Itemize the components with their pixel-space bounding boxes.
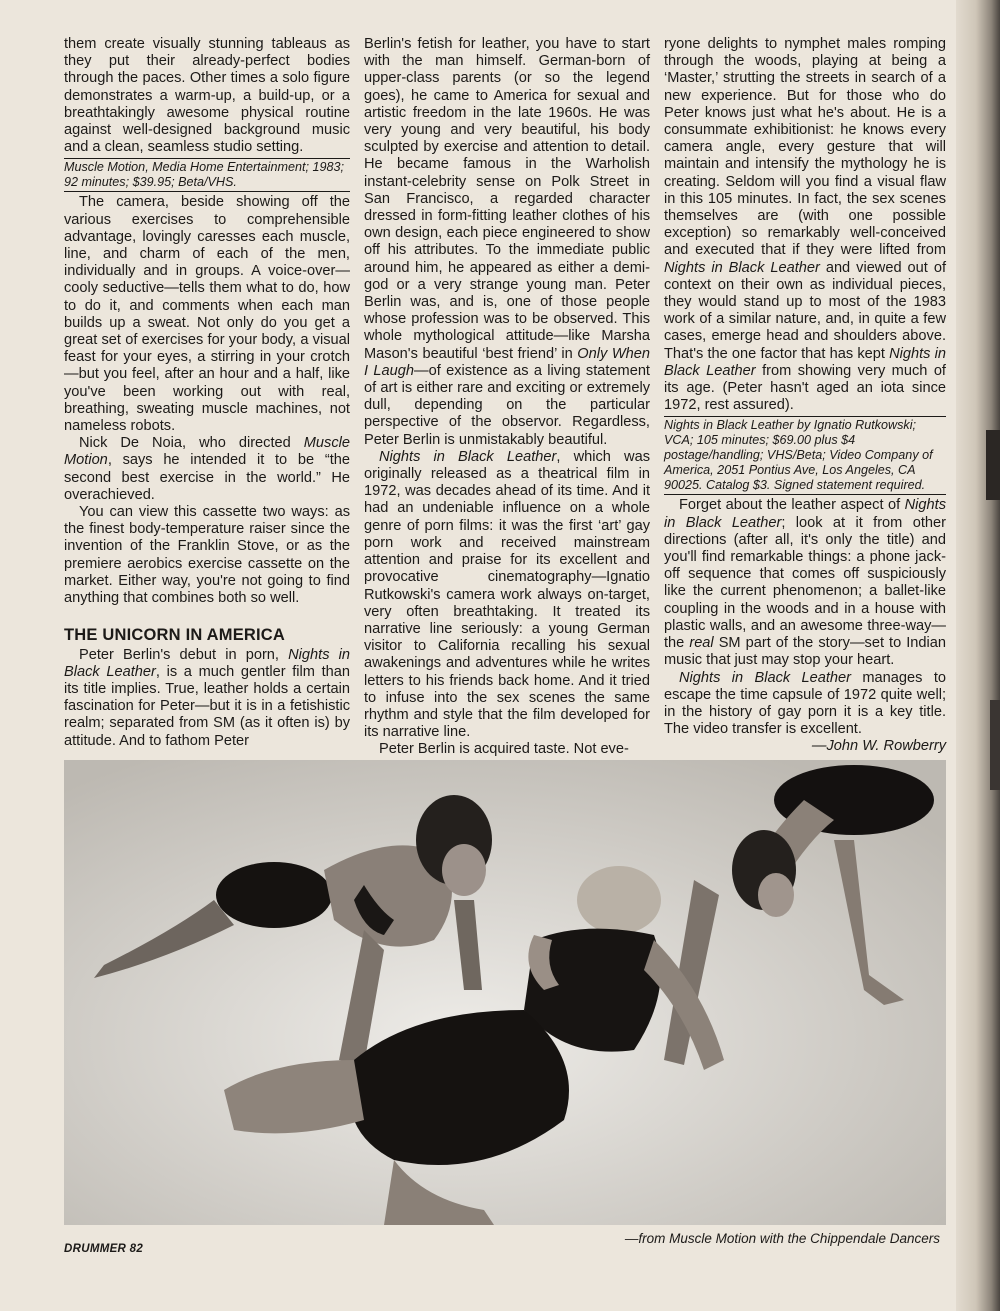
paragraph: Nights in Black Leather, which was originally released as a theatrical film in 1972, was decades ahead of its time. And it had an undeniable influence on a whole genre of porn films: it was the first ‘art’ gay porn work and received mainstream attention and praise for its excellent and provocative cinematography—Ignatio Rutkowski's camera work always on-target, very often breathtaking. It treated its narrative line seriously: a young German visitor to California recalling his sexual awakenings and adventures while he writes letters to his friends back home. And it tried to infuse into the sex scenes the same rhythm and style that the film developed for its narrative line. <box>364 448 650 741</box>
page-edge-shadow <box>956 0 1000 1311</box>
author-signature: —John W. Rowberry <box>811 738 946 755</box>
paragraph: Peter Berlin is acquired taste. Not eve- <box>379 741 629 758</box>
dancers-illustration <box>64 760 946 1225</box>
paragraph: Nights in Black Leather manages to escape the time capsule of 1972 quite well; in the history of gay porn it is a key title. The video transfer is excellent. <box>664 669 946 738</box>
paragraph: Peter Berlin's debut in porn, Nights in Black Leather, is a much gentler film than its title implies. True, leather holds a certain fascination for Peter—but it is in a fetishistic realm; separated from SM (as it often is) by attitude. And to fathom Peter <box>64 646 350 749</box>
paragraph: Berlin's fetish for leather, you have to start with the man himself. German-born of upper-class parents (or so the legend goes), he came to America for sexual and artistic freedom in the late 1960s. He was very young and very beautiful, his body sculpted by exercise and attention to detail. He became famous in the Warholish instant-celebrity sense on Polk Street in San Francisco, a regarded character dressed in form-fitting leather clothes of his own design, each piece engineered to show off his attributes. To the immediate public around him, he appeared as either a demi-god or a very strange young man. Peter Berlin was, and is, one of those people whose profession was to be observed. This whole mythological attitude—like Marsha Mason's beautiful ‘best friend’ in Only When I Laugh—of existence as a living statement of art is either rare and exciting or extremely dull, depending on the particular perspective of the observor. Regardless, Peter Berlin is unmistakably beautiful. <box>364 36 650 448</box>
review-credit: Nights in Black Leather by Ignatio Rutkowski; VCA; 105 minutes; $69.00 plus $4 postage/handling; VHS/Beta; Video Company of America, 2051 Pontius Ave, Los Angeles, CA 90025. Catalog $3. Signed statement required. <box>664 416 946 495</box>
column-1 <box>64 36 350 750</box>
paragraph: Forget about the leather aspect of Nights in Black Leather; look at it from other directions (after all, it's only the title) and you'll find remarkable things: a phone jack-off sequence that comes off suspiciously like the current phenomenon; a ballet-like coupling in the woods and in a house with plastic walls, and an awesome three-way—the real SM part of the story—set to Indian music that just may stop your heart. <box>664 497 947 669</box>
paragraph: The camera, beside showing off the various exercises to comprehensible advantage, lovingly caresses each muscle, line, and charm of each of the men, individually and in groups. A voice-over—cooly seductive—tells them what to do, how to do it, and comments when each man builds up a sweat. Not only do you get a great set of exercises for your body, a visual feast for your eyes, a stirring in your crotch—but you feel, after an hour and a half, like you've been working out with real, breathing, sweating muscle machines, not nameless robots. <box>64 194 350 435</box>
paragraph: them create visually stunning tableaus as they put their already-perfect bodies through the paces. Other times a solo figure demonstrates a warm-up, a build-up, or a breathtakingly awesome physical routine against well-designed background music and a clean, seamless studio setting. <box>64 36 350 156</box>
paragraph: ryone delights to nymphet males romping through the woods, playing at being a ‘Master,’ strutting the streets in search of a new experience. But for those who do Peter knows just what he's about. He is a consummate exhibitionist: he knows every camera angle, every gesture that will maintain and intensify the mythology he is creating. Seldom will you find a visual flaw in this 105 minutes. In fact, the sex scenes themselves are (with one possible exception) so remarkably well-conceived and executed that if they were lifted from Nights in Black Leather and viewed out of context on their own as individual pieces, they would stand up to most of the 1983 work of a similar nature, and, in quite a few cases, emerge head and shoulders above. That's the one factor that has kept Nights in Black Leather from showing very much of its age. (Peter hasn't aged an iota since 1972, rest assured). <box>664 36 946 414</box>
paragraph: You can view this cassette two ways: as the finest body-temperature raiser since the invention of the Franklin Stove, or as the premiere aerobics exercise cassette on the market. Either way, you're not going to find anything that combines both so well. <box>64 504 350 607</box>
page-edge-mark <box>986 430 1000 500</box>
dancers-photo <box>64 760 946 1225</box>
section-heading: THE UNICORN IN AMERICA <box>64 626 286 645</box>
column-2 <box>364 36 650 759</box>
column-3 <box>664 36 946 756</box>
review-credit: Muscle Motion, Media Home Entertainment; 1983; 92 minutes; $39.95; Beta/VHS. <box>64 158 350 192</box>
page-folio: DRUMMER 82 <box>64 1243 144 1255</box>
photo-caption: —from Muscle Motion with the Chippendale Dancers <box>624 1231 940 1246</box>
page-edge-mark <box>990 700 1000 790</box>
paragraph: Nick De Noia, who directed Muscle Motion, says he intended it to be “the second best exercise in the world.” He overachieved. <box>64 435 350 503</box>
